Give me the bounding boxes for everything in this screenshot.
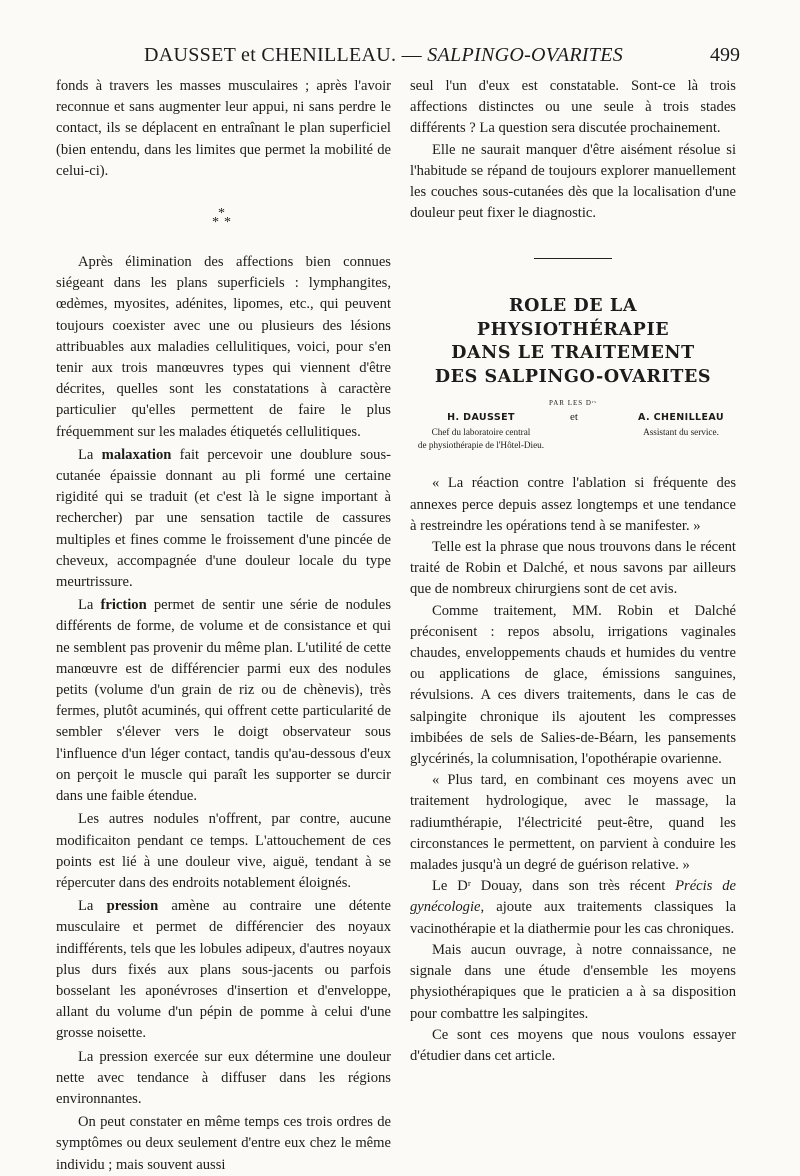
- article-title: [410, 295, 736, 389]
- page-number: 499: [710, 44, 740, 66]
- paragraph: On peut constater en même temps ces trois ordres de symptômes ou deux seulement d'entre eux chez le même individu ; mais souvent aussi: [56, 1114, 391, 1173]
- paragraph: Ce sont ces moyens que nous voulons essayer d'étudier dans cet article.: [410, 1026, 736, 1064]
- paragraph: seul l'un d'eux est constatable. Sont-ce là trois affections distinctes ou une seule à trois stades différents ? La question sera discutée prochainement.: [410, 78, 736, 137]
- asterism-star-right: *: [224, 215, 231, 231]
- header-separator: —: [396, 44, 428, 66]
- left-column: [56, 76, 391, 1176]
- right-column: [410, 76, 736, 1067]
- paragraph-malaxation: [56, 445, 391, 593]
- paragraph: Telle est la phrase que nous trouvons dans le récent traité de Robin et Dalché, et nous savons par ailleurs que de nombreux chirurgiens sont de cet avis.: [410, 539, 736, 598]
- author-name: H. DAUSSET: [447, 412, 515, 424]
- paragraph: La pression exercée sur eux détermine une douleur nette avec tendance à diffuser dans les régions environnantes.: [56, 1048, 391, 1107]
- running-header: [60, 44, 740, 74]
- author-role: de physiothérapie de l'Hôtel-Dieu.: [417, 440, 545, 451]
- section-divider: [534, 258, 612, 259]
- paragraph: Mais aucun ouvrage, à notre connaissance, ne signale dans une étude d'ensemble les moyens physiothérapiques que le praticien a à sa disposition pour combattre les salpingites.: [410, 941, 736, 1022]
- paragraph-friction: [56, 595, 391, 807]
- author-chenilleau: [626, 411, 736, 439]
- paragraph: « Plus tard, en combinant ces moyens avec un traitement hydrologique, avec le massage, la radiumthérapie, l'électricité peut-être, quand les circonstances le permettent, on parvient à conduire les malades jusqu'à un degré de guérison relative. »: [410, 772, 736, 874]
- title-line: DANS LE TRAITEMENT: [451, 343, 695, 364]
- term-malaxation: malaxation: [101, 446, 172, 463]
- paragraph: « La réaction contre l'ablation si fréquente des annexes perce depuis assez longtemps et une tendance à restreindre les opérations tend à se manifester. »: [410, 475, 736, 534]
- text: fait percevoir une doublure sous-cutanée épaissie donnant au pli formé une certaine rigidité qui se traduit (et c'est là le signe important à rechercher) par une sensation tactile de cassures multiples et fines comme le froissement d'une pincée de cheveux, accompagnée d'une douleur locale du type meurtrissure.: [56, 446, 391, 591]
- title-line: ROLE DE LA: [508, 296, 637, 317]
- author-dausset: [410, 411, 552, 452]
- term-pression: pression: [106, 898, 159, 915]
- section-break-asterism: [56, 204, 391, 232]
- text: permet de sentir une série de nodules différents de forme, de volume et de consistance et qui ne semblent pas provenir du même plan. L'utilité de cette manœuvre est de différencier parmi eux des nodules petits (volume d'un grain de riz ou de chènevis), très fermes, plutôt acuminés, qui offrent cette particularité de sembler s'élever vers le doigt observateur sous l'influence d'un léger contact, tandis qu'au-dessous d'eux on perçoit le muscle qui paraît les supporter se durcir dans une faible étendue.: [56, 597, 392, 805]
- author-block: [410, 411, 736, 461]
- author-role: Assistant du service.: [643, 427, 719, 438]
- paragraph: Elle ne saurait manquer d'être aisément résolue si l'habitude se répand de toujours explorer manuellement les couches sous-cutanées dès que la localisation d'une douleur peut fixer le diagnostic.: [410, 141, 736, 222]
- paragraph: Les autres nodules n'offrent, par contre, aucune modificaiton pendant ce temps. L'attouchement de ces points est lié à une douleur vive, aiguë, tendant à se répercuter dans des endroits notablement éloignés.: [56, 811, 391, 891]
- paragraph-douay: [410, 876, 736, 940]
- title-line: DES SALPINGO-OVARITES: [434, 366, 712, 387]
- title-line: PHYSIOTHÉRAPIE: [476, 319, 670, 340]
- book-title: Précis de gynécologie: [410, 878, 736, 916]
- paragraph-pression: [56, 896, 391, 1044]
- text: La: [78, 597, 101, 614]
- text: amène au contraire une détente musculaire et permet de différencier des noyaux indifférents, tels que les lobules adipeux, d'autres noyaux plus durs fixés aux plans sous-jacents ou parfois bosselant les aponévroses d'insertion et d'enveloppe, allant du volume d'un pépin de pomme à celui d'une grosse noisette.: [56, 898, 391, 1042]
- text: , ajoute aux traitements classiques la vacinothérapie et la diathermie pour les cas chroniques.: [410, 899, 736, 937]
- asterism-star-left: *: [212, 215, 219, 231]
- header-title: [144, 44, 623, 67]
- header-authors: DAUSSET et CHENILLEAU.: [144, 44, 397, 66]
- author-role: Chef du laboratoire central: [431, 427, 531, 438]
- text: La: [78, 898, 107, 915]
- text: La: [78, 446, 102, 463]
- term-friction: friction: [100, 597, 147, 614]
- text: Le Dʳ Douay, dans son très récent: [432, 878, 676, 895]
- paragraph: fonds à travers les masses musculaires ; après l'avoir reconnue et sans augmenter leur appui, ni sans perdre le contact, ils se déplacent en entraînant le plan superficiel (bien entendu, dans les limites que permet la mobilité de celui-ci).: [56, 78, 391, 179]
- paragraph: Comme traitement, MM. Robin et Dalché préconisent : repos absolu, irrigations vaginales chaudes, enveloppements chauds et humides du ventre ou applications de glace, émissions sanguines, révulsions. A ces divers traitements, dans le cas de salpingite chronique ils ajoutent les compresses imbibées de sels de Salies-de-Béarn, les pansements glycérinés, la columnisation, l'opothérapie ovarienne.: [410, 602, 736, 768]
- header-subject: SALPINGO-OVARITES: [427, 44, 624, 66]
- paragraph: Après élimination des affections bien connues siégeant dans les plans superficiels : lymphangites, œdèmes, myosites, adénites, lipomes, etc., qui peuvent toujours coexister avec une ou plusieurs des lésions attribuables aux maladies cellulitiques, voici, pour s'en tenir aux trois manœuvres types qui viennent d'être décrites, quelles sont les constatations à caractère particulier qu'elles permettent de faire le plus fréquemment sur les malades étiquetés cellulitiques.: [56, 254, 391, 440]
- author-name: A. CHENILLEAU: [638, 412, 724, 424]
- byline-prefix: PAR LES Dʳˢ: [549, 399, 597, 408]
- author-conjunction: et: [570, 411, 578, 424]
- asterism-star-top: *: [218, 206, 225, 222]
